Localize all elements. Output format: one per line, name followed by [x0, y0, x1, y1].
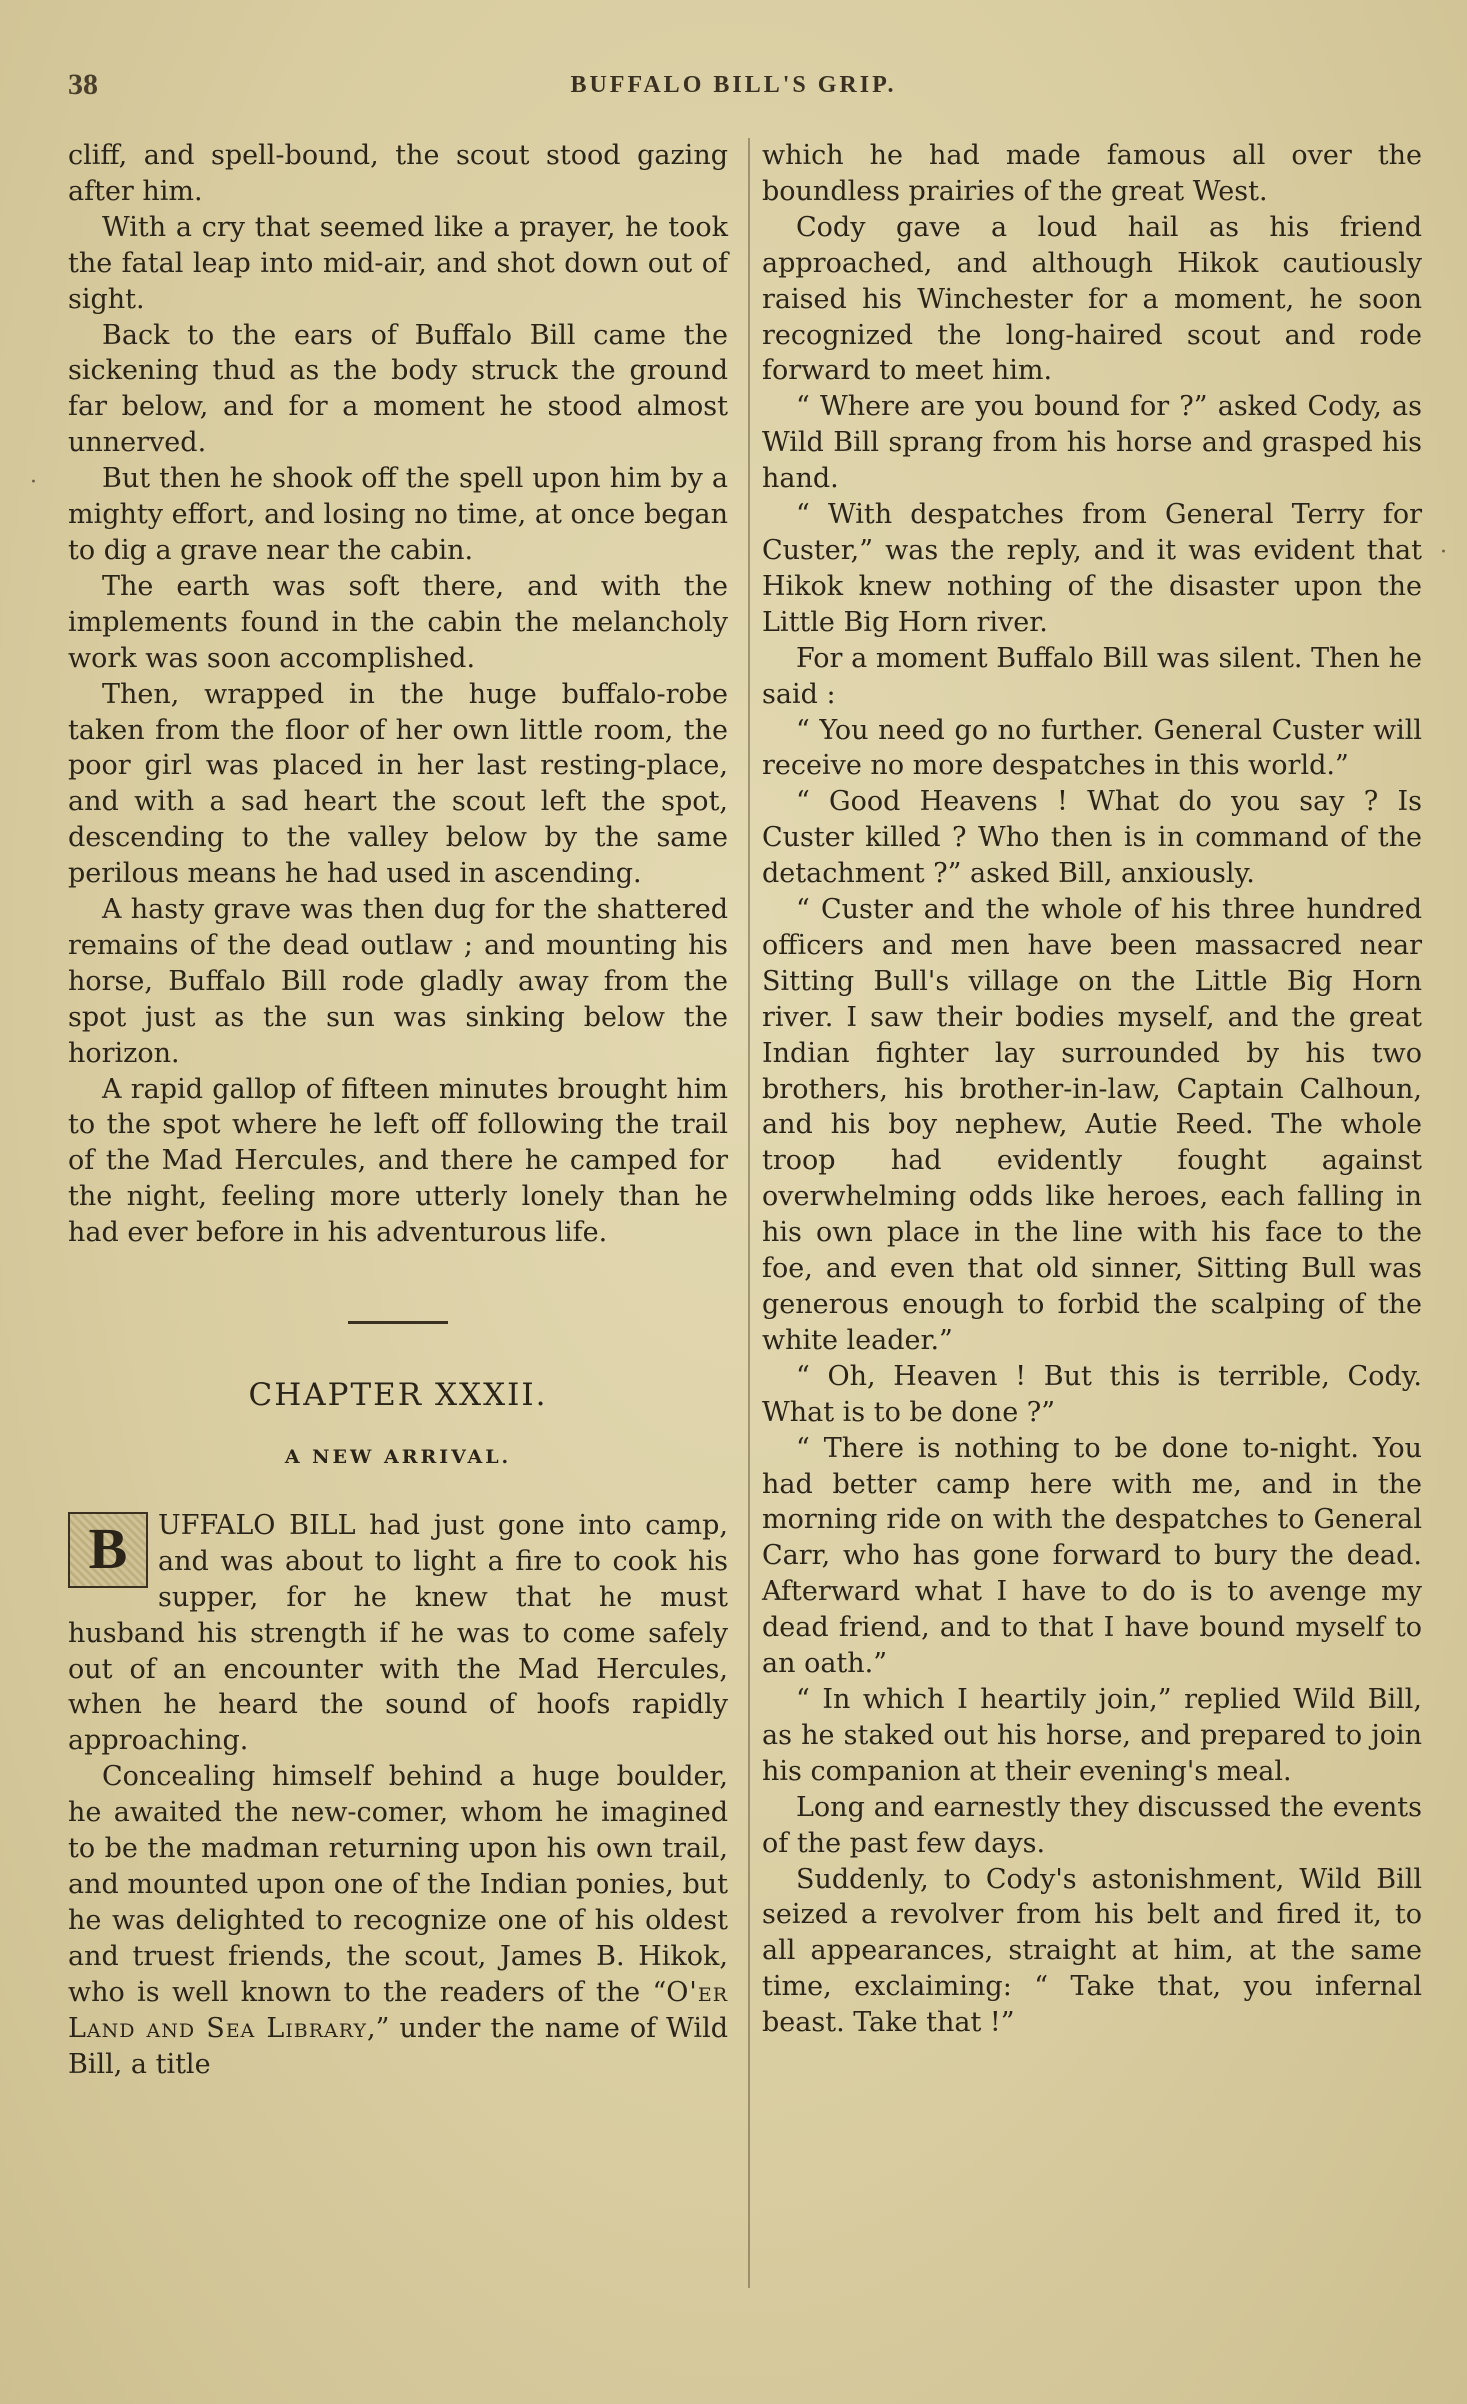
margin-mark: ·: [1440, 540, 1447, 565]
library-name: O'er Land and Sea Library: [68, 1976, 728, 2044]
page-header: [60, 62, 1407, 102]
paragraph: “ Where are you bound for ?” asked Cody, as Wild Bill sprang from his horse and grasped his hand.: [762, 391, 1422, 495]
paragraph: “ Custer and the whole of his three hundred officers and men have been massacred near Sitting Bull's village on the Little Big Horn river. I saw their bodies myself, and the great Indian fighter lay surrounded by his two brothers, his brother-in-law, Captain Calhoun, and his boy nephew, Autie Reed. The whole troop had evidently fought against overwhelming odds like heroes, each falling in his own place in the line with his face to the foe, and even that old sinner, Sitting Bull was generous enough to forbid the scalping of the white leader.”: [762, 894, 1422, 1356]
margin-mark: ·: [30, 470, 37, 495]
paragraph-text: Concealing himself behind a huge boulder, he awaited the new-comer, whom he imagined to be the madman returning upon his own trail, and mounted upon one of the Indian ponies, but he was delighted to recognize one of his oldest and truest friends, the scout, James B. Hikok, who is well known to the readers of the “: [68, 1761, 728, 2008]
chapter-subtitle: A NEW ARRIVAL.: [284, 1446, 512, 1468]
paragraph: Cody gave a loud hail as his friend approached, and although Hikok cautiously raised his Winchester for a moment, he soon recognized the long-haired scout and rode forward to meet him.: [762, 211, 1422, 387]
paragraph: Suddenly, to Cody's astonishment, Wild Bill seized a revolver from his belt and fired it, to all appearances, straight at him, at the same time, exclaiming: “ Take that, you infernal beast. Take that !”: [762, 1863, 1422, 2039]
left-column: [68, 138, 728, 2082]
paragraph-text: ,” under the name of Wild Bill, a title: [68, 2012, 728, 2080]
paragraph: Then, wrapped in the huge buffalo-robe taken from the floor of her own little room, the poor girl was placed in her last resting-place, and with a sad heart the scout left the spot, descending to the valley below by the same perilous means he had used in ascending.: [68, 678, 728, 890]
paragraph: [68, 1759, 728, 2082]
page-number: 38: [68, 68, 98, 101]
paragraph: A hasty grave was then dug for the shattered remains of the dead outlaw ; and mounting his horse, Buffalo Bill rode gladly away from the spot just as the sun was sinking below the horizon.: [68, 894, 728, 1069]
paragraph: “ Oh, Heaven ! But this is terrible, Cody. What is to be done ?”: [762, 1360, 1422, 1428]
paragraph: But then he shook off the spell upon him by a mighty effort, and losing no time, at once began to dig a grave near the cabin.: [68, 463, 728, 566]
paragraph: “ In which I heartily join,” replied Wild Bill, as he staked out his horse, and prepared to join his companion at their evening's meal.: [762, 1683, 1422, 1787]
paragraph: For a moment Buffalo Bill was silent. Then he said :: [762, 642, 1422, 710]
paragraph: Long and earnestly they discussed the events of the past few days.: [762, 1791, 1422, 1859]
right-column: [762, 138, 1422, 2041]
paragraph: With a cry that seemed like a prayer, he took the fatal leap into mid-air, and shot down out of sight.: [68, 211, 728, 315]
paragraph: A rapid gallop of fifteen minutes brought him to the spot where he left off following the trail of the Mad Hercules, and there he camped for the night, feeling more utterly lonely than he had ever before in his adventurous life.: [68, 1073, 728, 1249]
column-rule: [748, 138, 750, 2288]
paragraph: Back to the ears of Buffalo Bill came the sickening thud as the body struck the ground far below, and for a moment he stood almost unnerved.: [68, 319, 728, 459]
paragraph: “ There is nothing to be done to-night. You had better camp here with me, and in the morning ride on with the despatches to General Carr, who has gone forward to bury the dead. Afterward what I have to do is to avenge my dead friend, and to that I have bound myself to an oath.”: [762, 1432, 1422, 1680]
chapter-title: CHAPTER XXXII.: [248, 1377, 548, 1414]
paragraph: which he had made famous all over the boundless prairies of the great West.: [762, 140, 1422, 207]
paragraph: The earth was soft there, and with the implements found in the cabin the melancholy work was soon accomplished.: [68, 570, 728, 674]
paragraph: “ With despatches from General Terry for Custer,” was the reply, and it was evident that Hikok knew nothing of the disaster upon the Little Big Horn river.: [762, 499, 1422, 638]
paragraph: “ You need go no further. General Custer will receive no more despatches in this world.”: [762, 714, 1422, 782]
chapter-opening-text: UFFALO BILL had just gone into camp, and was about to light a fire to cook his supper, for he knew that he must husband his strength if he was to come safely out of an encounter with the Mad Hercules, when he heard the sound of hoofs rapidly approaching.: [68, 1509, 728, 1757]
chapter-opening-paragraph: [68, 1508, 728, 1759]
paragraph: cliff, and spell-bound, the scout stood gazing after him.: [68, 140, 728, 207]
paragraph: “ Good Heavens ! What do you say ? Is Custer killed ? Who then is in command of the detachment ?” asked Bill, anxiously.: [762, 786, 1422, 890]
running-head: BUFFALO BILL'S GRIP.: [570, 72, 897, 98]
drop-cap: B: [68, 1512, 148, 1588]
section-divider: [348, 1321, 448, 1324]
